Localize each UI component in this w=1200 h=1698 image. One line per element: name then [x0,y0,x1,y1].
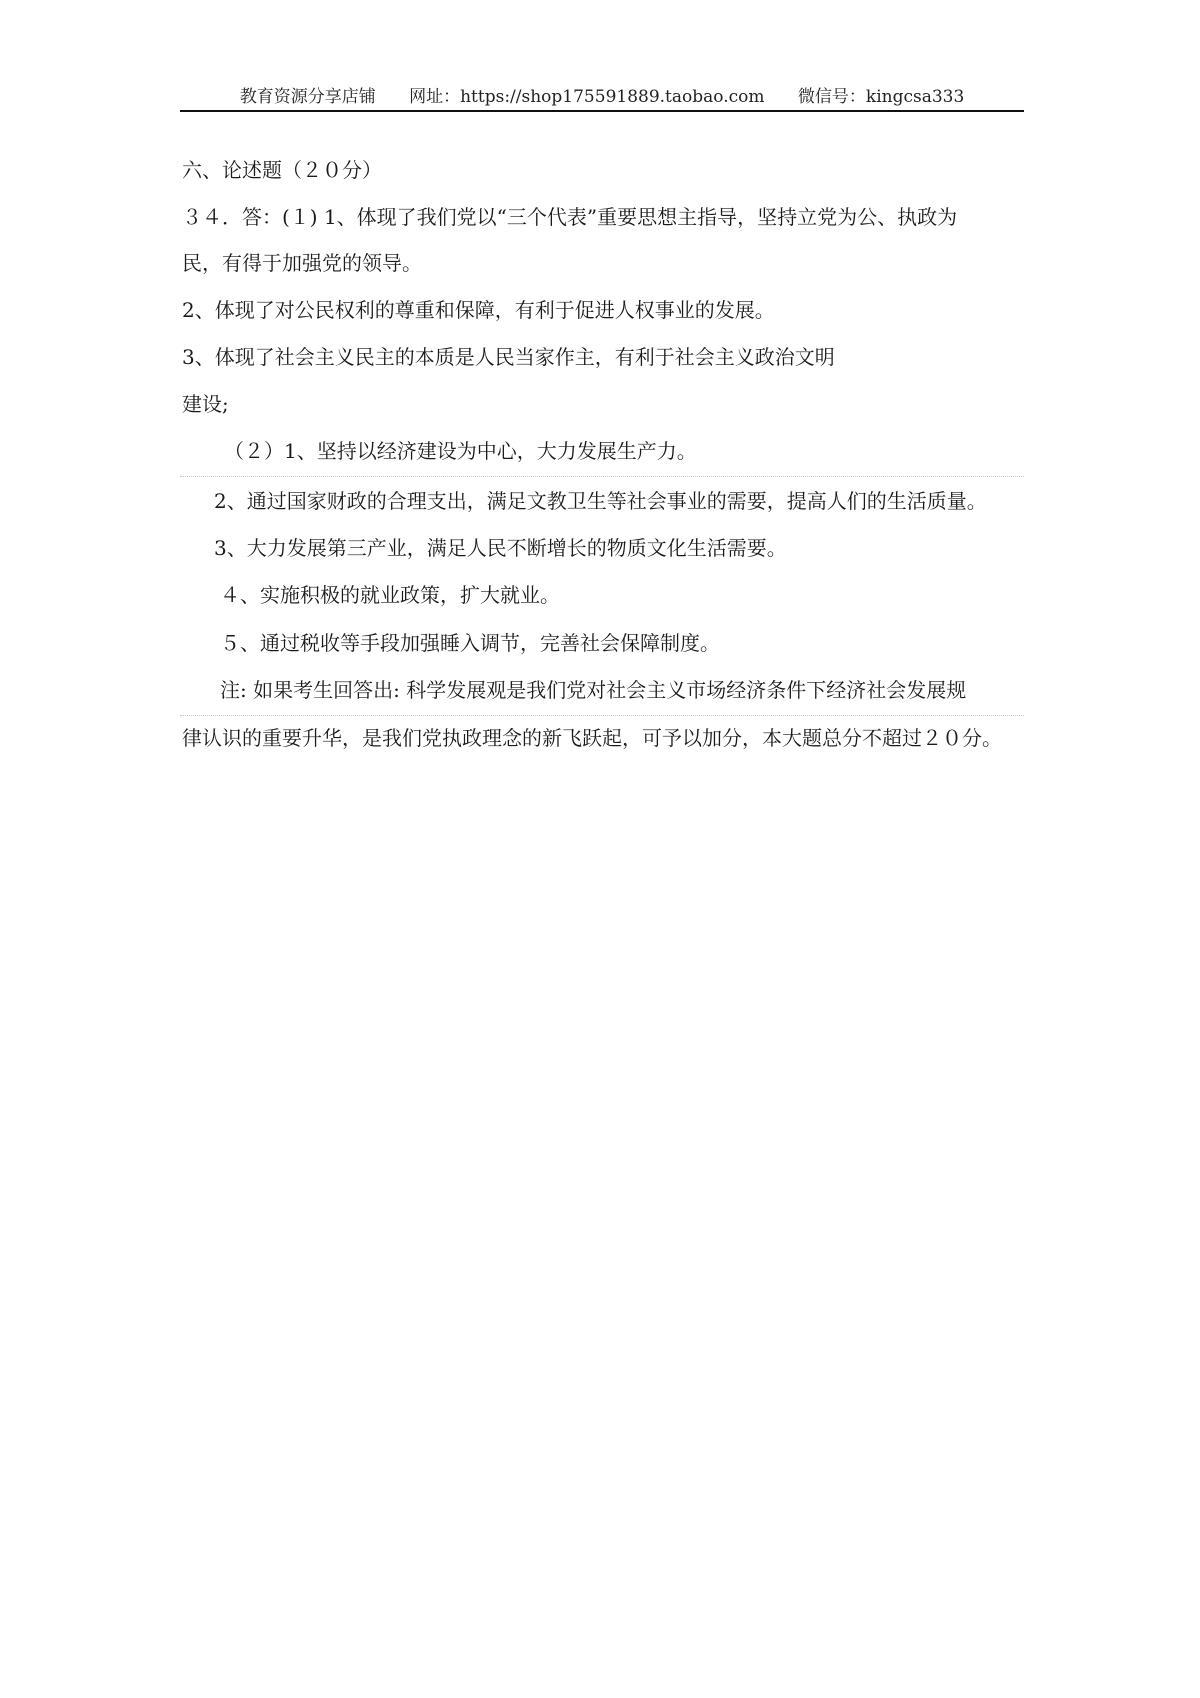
section-title: 六、论述题（２０分） [182,158,382,182]
shop-name: 教育资源分享店铺 [239,87,376,107]
answer-line-5: 建设; [182,392,229,416]
note-line-2: 律认识的重要升华，是我们党执政理念的新飞跃起，可予以加分，本大题总分不超过２０分。 [182,726,1002,750]
answer-line-10: ５、通过税收等手段加强睡入调节，完善社会保障制度。 [220,631,720,655]
answer-line-9: ４、实施积极的就业政策，扩大就业。 [220,583,560,607]
wechat-id: 微信号：kingcsa333 [797,87,965,107]
answer-line-8: 3、大力发展第三产业，满足人民不断增长的物质文化生活需要。 [214,536,787,560]
dotted-divider [180,715,1024,716]
answer-line-7: 2、通过国家财政的合理支出，满足文教卫生等社会事业的需要，提高人们的生活质量。 [214,489,987,513]
answer-line-6: （２）1、坚持以经济建设为中心，大力发展生产力。 [224,439,697,463]
header-divider [180,110,1024,112]
shop-url: 网址：https://shop175591889.taobao.com [409,87,765,107]
dotted-divider [180,476,1024,477]
page-header [180,84,1024,110]
note-line-1: 注: 如果考生回答出: 科学发展观是我们党对社会主义市场经济条件下经济社会发展规 [220,678,967,702]
answer-line-1: ３４．答：(１) 1、体现了我们党以“三个代表”重要思想主指导，坚持立党为公、执政为 [182,205,958,229]
answer-line-2: 民，有得于加强党的领导。 [182,251,422,275]
answer-line-3: 2、体现了对公民权利的尊重和保障，有利于促进人权事业的发展。 [182,298,775,322]
answer-line-4: 3、体现了社会主义民主的本质是人民当家作主，有利于社会主义政治文明 [182,345,835,369]
